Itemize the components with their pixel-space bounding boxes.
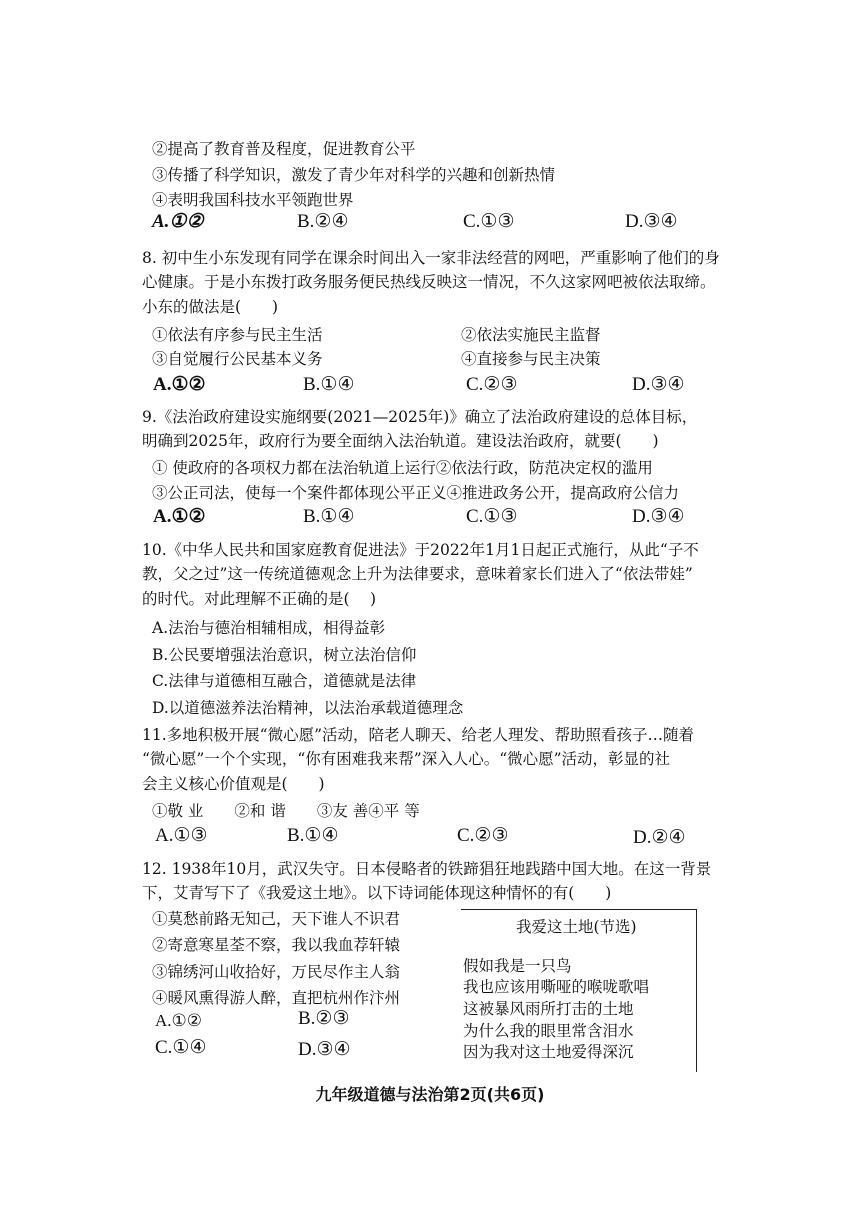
poem-line-4: 为什么我的眼里常含泪水 (463, 1022, 634, 1040)
q9-options-line-1: ① 使政府的各项权力都在法治轨道上运行②依法行政，防范决定权的滥用 (152, 459, 653, 477)
poem-box-top-border (461, 909, 697, 910)
q9-choice-a: A.①② (153, 506, 206, 527)
q7-option-4: ④表明我国科技水平领跑世界 (152, 191, 354, 209)
q10-option-c: C.法律与道德相互融合，道德就是法律 (152, 672, 417, 690)
q9-stem-line-2: 明确到2025年，政府行为要全面纳入法治轨道。建设法治政府，就要( ) (142, 432, 659, 450)
q12-choice-c: C.①④ (155, 1037, 207, 1058)
q12-stem-line-1: 12. 1938年10月，武汉失守。日本侵略者的铁蹄猖狂地践踏中国大地。在这一背景 (142, 860, 712, 878)
q12-option-3: ③锦绣河山收拾好，万民尽作主人翁 (152, 963, 401, 981)
poem-line-2: 我也应该用嘶哑的喉咙歌唱 (463, 978, 650, 996)
q11-options: ①敬 业 ②和 谐 ③友 善④平 等 (152, 802, 420, 820)
q8-choice-b: B.①④ (303, 374, 355, 395)
q7-choice-d: D.③④ (625, 211, 678, 232)
q10-option-d: D.以道德滋养法治精神，以法治承载道德理念 (152, 699, 464, 717)
q9-choice-b: B.①④ (303, 506, 355, 527)
q8-choice-c: C.②③ (466, 374, 518, 395)
q8-stem-line-2: 心健康。于是小东拨打政务服务便民热线反映这一情况，不久这家网吧被依法取缔。 (142, 273, 716, 291)
q10-stem-line-1: 10.《中华人民共和国家庭教育促进法》于2022年1月1日起正式施行，从此“子不 (142, 541, 699, 559)
q9-choice-d: D.③④ (632, 506, 685, 527)
q8-option-3: ③自觉履行公民基本义务 (152, 350, 323, 368)
q12-choice-b: B.②③ (298, 1008, 350, 1029)
q7-option-3: ③传播了科学知识，激发了青少年对科学的兴趣和创新热情 (152, 166, 556, 184)
q11-stem-line-2: “微心愿”一个个实现，“你有困难我来帮”深入人心。“微心愿”活动，彰显的社 (142, 750, 671, 768)
q8-choice-d: D.③④ (632, 374, 685, 395)
q11-stem-line-1: 11.多地积极开展“微心愿”活动，陪老人聊天、给老人理发、帮助照看孩子…随着 (142, 726, 695, 744)
q12-choice-a: A.①② (155, 1011, 203, 1030)
q12-option-4: ④暖风熏得游人醉，直把杭州作汴州 (152, 989, 401, 1007)
q8-stem-line-1: 8. 初中生小东发现有同学在课余时间出入一家非法经营的网吧，严重影响了他们的身 (142, 249, 720, 267)
q8-option-2: ②依法实施民主监督 (461, 326, 601, 344)
poem-line-1: 假如我是一只鸟 (463, 957, 572, 975)
poem-line-3: 这被暴风雨所打击的土地 (463, 1000, 634, 1018)
q12-option-1: ①莫愁前路无知己，天下谁人不识君 (152, 910, 401, 928)
q12-stem-line-2: 下，艾青写下了《我爱这土地》。以下诗词能体现这种情怀的有( ) (142, 884, 612, 902)
q10-stem-line-2: 教，父之过”这一传统道德观念上升为法律要求，意味着家长们进入了“依法带娃” (142, 565, 693, 583)
q9-options-line-2: ③公正司法，使每一个案件都体现公平正义④推进政务公开，提高政府公信力 (152, 484, 680, 502)
q8-choice-a: A.①② (153, 374, 206, 395)
q12-choice-d: D.③④ (298, 1039, 351, 1060)
q8-stem-line-3: 小东的做法是( ) (142, 298, 279, 316)
q11-stem-line-3: 会主义核心价值观是( ) (142, 775, 325, 793)
q12-option-2: ②寄意寒星荃不察，我以我血荐轩辕 (152, 936, 401, 954)
poem-box-right-border (696, 909, 697, 1072)
q11-choice-c: C.②③ (457, 825, 509, 846)
q7-choice-a: A.①② (152, 211, 204, 232)
q9-choice-c: C.①③ (466, 506, 518, 527)
q10-stem-line-3: 的时代。对此理解不正确的是( ) (142, 590, 377, 608)
page-footer: 九年级道德与法治第2页(共6页) (315, 1085, 545, 1104)
q8-option-4: ④直接参与民主决策 (461, 350, 601, 368)
q7-choice-c: C.①③ (463, 211, 515, 232)
poem-title: 我爱这土地(节选) (516, 918, 637, 936)
q7-choice-b: B.②④ (297, 211, 349, 232)
q10-option-a: A.法治与德治相辅相成，相得益彰 (152, 619, 386, 637)
q11-choice-d: D.②④ (633, 827, 686, 848)
q7-option-2: ②提高了教育普及程度，促进教育公平 (152, 140, 416, 158)
poem-line-5: 因为我对这土地爱得深沉 (463, 1043, 634, 1061)
q11-choice-b: B.①④ (287, 825, 339, 846)
q9-stem-line-1: 9.《法治政府建设实施纲要(2021—2025年)》确立了法治政府建设的总体目标， (142, 408, 698, 426)
q8-option-1: ①依法有序参与民主生活 (152, 326, 323, 344)
q11-choice-a: A.①③ (155, 825, 208, 846)
q10-option-b: B.公民要增强法治意识，树立法治信仰 (152, 646, 417, 664)
